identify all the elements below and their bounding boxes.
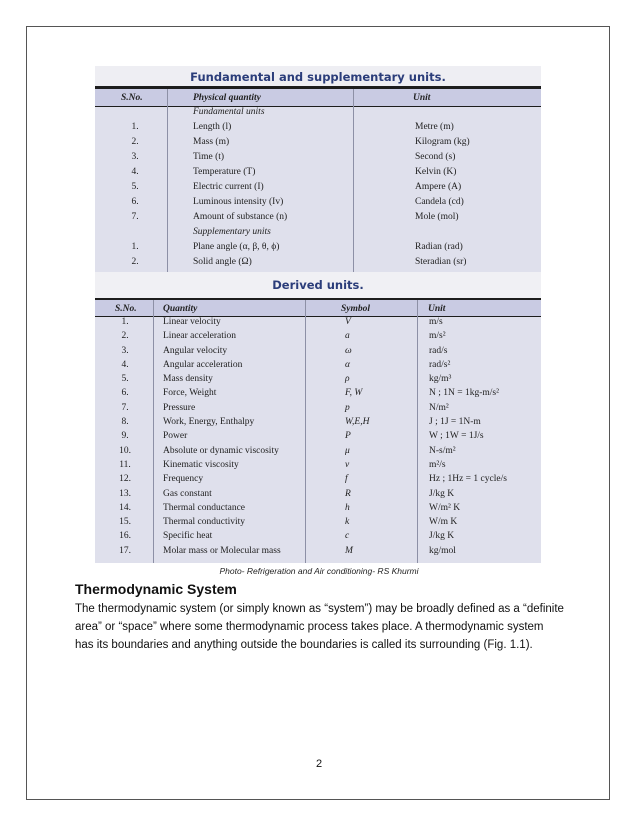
cell-sno: 15. — [119, 517, 131, 528]
table-row — [95, 374, 541, 388]
cell-sno: 6. — [121, 388, 129, 399]
cell-sno: 1. — [121, 317, 129, 327]
derived-table-header — [95, 300, 541, 316]
cell-sno: 4. — [121, 359, 129, 370]
cell-unit: J/kg K — [429, 488, 455, 499]
cell-unit: W ; 1W = 1J/s — [429, 431, 484, 442]
table-row — [95, 257, 541, 272]
cell-sno: 4. — [131, 167, 139, 177]
table-row — [95, 197, 541, 212]
cell-unit: kg/mol — [429, 545, 456, 556]
table-row — [95, 403, 541, 417]
cell-symbol: F, W — [345, 388, 363, 399]
cell-quantity: Kinematic viscosity — [163, 459, 239, 470]
header-symbol: Symbol — [341, 304, 371, 314]
cell-quantity: Linear acceleration — [163, 331, 237, 342]
cell-sno: 2. — [131, 137, 139, 147]
cell-symbol: R — [345, 488, 351, 499]
table-row — [95, 474, 541, 488]
header-physical-quantity: Physical quantity — [193, 93, 261, 103]
table-row — [95, 417, 541, 431]
cell-sno: 11. — [119, 459, 131, 470]
table-row — [95, 167, 541, 182]
cell-sno: 13. — [119, 488, 131, 499]
table-row — [95, 388, 541, 402]
table-row — [95, 122, 541, 137]
cell-unit: Mole (mol) — [415, 212, 459, 222]
cell-quantity: Solid angle (Ω) — [193, 257, 252, 267]
cell-quantity: Work, Energy, Enthalpy — [163, 417, 255, 428]
cell-unit: m/s² — [429, 331, 446, 342]
table-row — [95, 360, 541, 374]
cell-symbol: a — [345, 331, 350, 342]
cell-sno: 1. — [131, 122, 139, 132]
table-row — [95, 107, 541, 122]
cell-symbol: ω — [345, 345, 352, 356]
cell-unit: Kilogram (kg) — [415, 137, 470, 147]
cell-quantity: Luminous intensity (Iv) — [193, 197, 284, 207]
cell-unit: N ; 1N = 1kg-m/s² — [429, 388, 499, 399]
cell-sno: 5. — [131, 182, 139, 192]
cell-unit: Metre (m) — [415, 122, 454, 132]
cell-unit: J/kg K — [429, 531, 455, 542]
cell-sno: 10. — [119, 445, 131, 456]
table-row — [95, 212, 541, 227]
cell-quantity: Mass density — [163, 374, 213, 385]
cell-quantity: Length (l) — [193, 122, 232, 132]
table-row — [95, 152, 541, 167]
cell-quantity: Plane angle (α, β, θ, ϕ) — [193, 242, 280, 252]
cell-sno: 2. — [121, 331, 129, 342]
table-row — [95, 227, 541, 242]
cell-quantity: Frequency — [163, 474, 204, 485]
cell-unit: Ampere (A) — [415, 182, 462, 192]
fundamental-table-body — [95, 107, 541, 272]
table-row — [95, 431, 541, 445]
cell-quantity: Thermal conductivity — [163, 517, 246, 528]
cell-symbol: h — [345, 502, 350, 513]
cell-quantity: Gas constant — [163, 488, 212, 499]
cell-unit: Radian (rad) — [415, 242, 463, 252]
cell-unit: Steradian (sr) — [415, 257, 467, 267]
cell-unit: rad/s — [429, 345, 448, 356]
cell-quantity: Amount of substance (n) — [193, 212, 288, 222]
cell-sno: 8. — [121, 417, 129, 428]
cell-quantity: Time (t) — [193, 152, 225, 162]
cell-unit: Second (s) — [415, 152, 456, 162]
cell-sno: 6. — [131, 197, 139, 207]
cell-symbol: v — [345, 459, 350, 470]
cell-symbol: μ — [345, 445, 350, 456]
section-heading: Thermodynamic System — [75, 581, 237, 597]
cell-sno: 12. — [119, 474, 131, 485]
cell-quantity: Mass (m) — [193, 137, 230, 147]
header-sno: S.No. — [115, 304, 137, 314]
cell-quantity: Specific heat — [163, 531, 213, 542]
derived-table-title: Derived units. — [272, 278, 364, 292]
table-row — [95, 182, 541, 197]
cell-quantity: Absolute or dynamic viscosity — [163, 445, 279, 456]
fundamental-table-header — [95, 89, 541, 106]
cell-sno: 3. — [121, 345, 129, 356]
cell-quantity: Molar mass or Molecular mass — [163, 545, 281, 556]
derived-title-band — [95, 272, 541, 298]
table-row — [95, 460, 541, 474]
table-row — [95, 242, 541, 257]
cell-sno: 2. — [131, 257, 139, 267]
header-unit: Unit — [428, 304, 446, 314]
derived-table-body — [95, 317, 541, 563]
units-table-photo — [95, 66, 541, 563]
cell-sno: 17. — [119, 545, 131, 556]
cell-quantity: Pressure — [163, 402, 196, 413]
cell-symbol: f — [345, 474, 348, 485]
cell-unit: W/m K — [429, 517, 458, 528]
cell-quantity: Angular velocity — [163, 345, 228, 356]
fundamental-table-title: Fundamental and supplementary units. — [190, 70, 446, 84]
cell-sno: 5. — [121, 374, 129, 385]
cell-sno: 16. — [119, 531, 131, 542]
cell-symbol: p — [345, 402, 350, 413]
cell-unit: N-s/m² — [429, 445, 456, 456]
table-row — [95, 489, 541, 503]
header-sno: S.No. — [121, 93, 143, 103]
table-row — [95, 317, 541, 331]
cell-sno: 3. — [131, 152, 139, 162]
cell-symbol: k — [345, 517, 350, 528]
header-unit: Unit — [413, 93, 431, 103]
cell-unit: J ; 1J = 1N-m — [429, 417, 481, 428]
cell-sno: 9. — [121, 431, 129, 442]
table-row — [95, 137, 541, 152]
table-row — [95, 446, 541, 460]
cell-sno: 14. — [119, 502, 131, 513]
cell-symbol: α — [345, 359, 350, 370]
cell-symbol: W,E,H — [345, 417, 370, 428]
table-row — [95, 503, 541, 517]
cell-quantity: Linear velocity — [163, 317, 221, 327]
cell-symbol: M — [345, 545, 353, 556]
cell-unit: kg/m³ — [429, 374, 452, 385]
cell-symbol: c — [345, 531, 350, 542]
table-row — [95, 331, 541, 345]
table-row — [95, 346, 541, 360]
page-number: 2 — [315, 758, 323, 770]
table-row — [95, 517, 541, 531]
cell-unit: Hz ; 1Hz = 1 cycle/s — [429, 474, 507, 485]
cell-symbol: P — [345, 431, 351, 442]
cell-unit: Kelvin (K) — [415, 167, 457, 177]
cell-quantity: Electric current (I) — [193, 182, 264, 192]
cell-quantity: Temperature (T) — [193, 167, 256, 177]
table-row — [95, 546, 541, 560]
cell-symbol: ρ — [345, 374, 350, 385]
cell-unit: Candela (cd) — [415, 197, 464, 207]
cell-quantity: Thermal conductance — [163, 502, 246, 513]
cell-unit: W/m² K — [429, 502, 461, 513]
cell-quantity: Angular acceleration — [163, 359, 243, 370]
photo-caption: Photo- Refrigeration and Air conditioning- RS Khurmi — [219, 566, 419, 576]
cell-sno: 7. — [121, 402, 129, 413]
cell-unit: m/s — [429, 317, 443, 327]
cell-unit: m²/s — [429, 459, 446, 470]
cell-symbol: V — [345, 317, 351, 327]
table-row — [95, 531, 541, 545]
cell-sno: 1. — [131, 242, 139, 252]
section-label: Supplementary units — [193, 227, 271, 237]
section-label: Fundamental units — [193, 107, 265, 117]
cell-unit: N/m² — [429, 402, 449, 413]
cell-quantity: Power — [163, 431, 188, 442]
cell-unit: rad/s² — [429, 359, 451, 370]
body-paragraph: The thermodynamic system (or simply known as “system”) may be broadly defined as a “definite area” or “space” where some thermodynamic process takes place. A thermodynamic system has its boundaries and anything outside the boundaries is called its surrounding (Fig. 1.1). — [75, 603, 564, 651]
header-quantity: Quantity — [163, 304, 198, 314]
cell-sno: 7. — [131, 212, 139, 222]
cell-quantity: Force, Weight — [163, 388, 217, 399]
